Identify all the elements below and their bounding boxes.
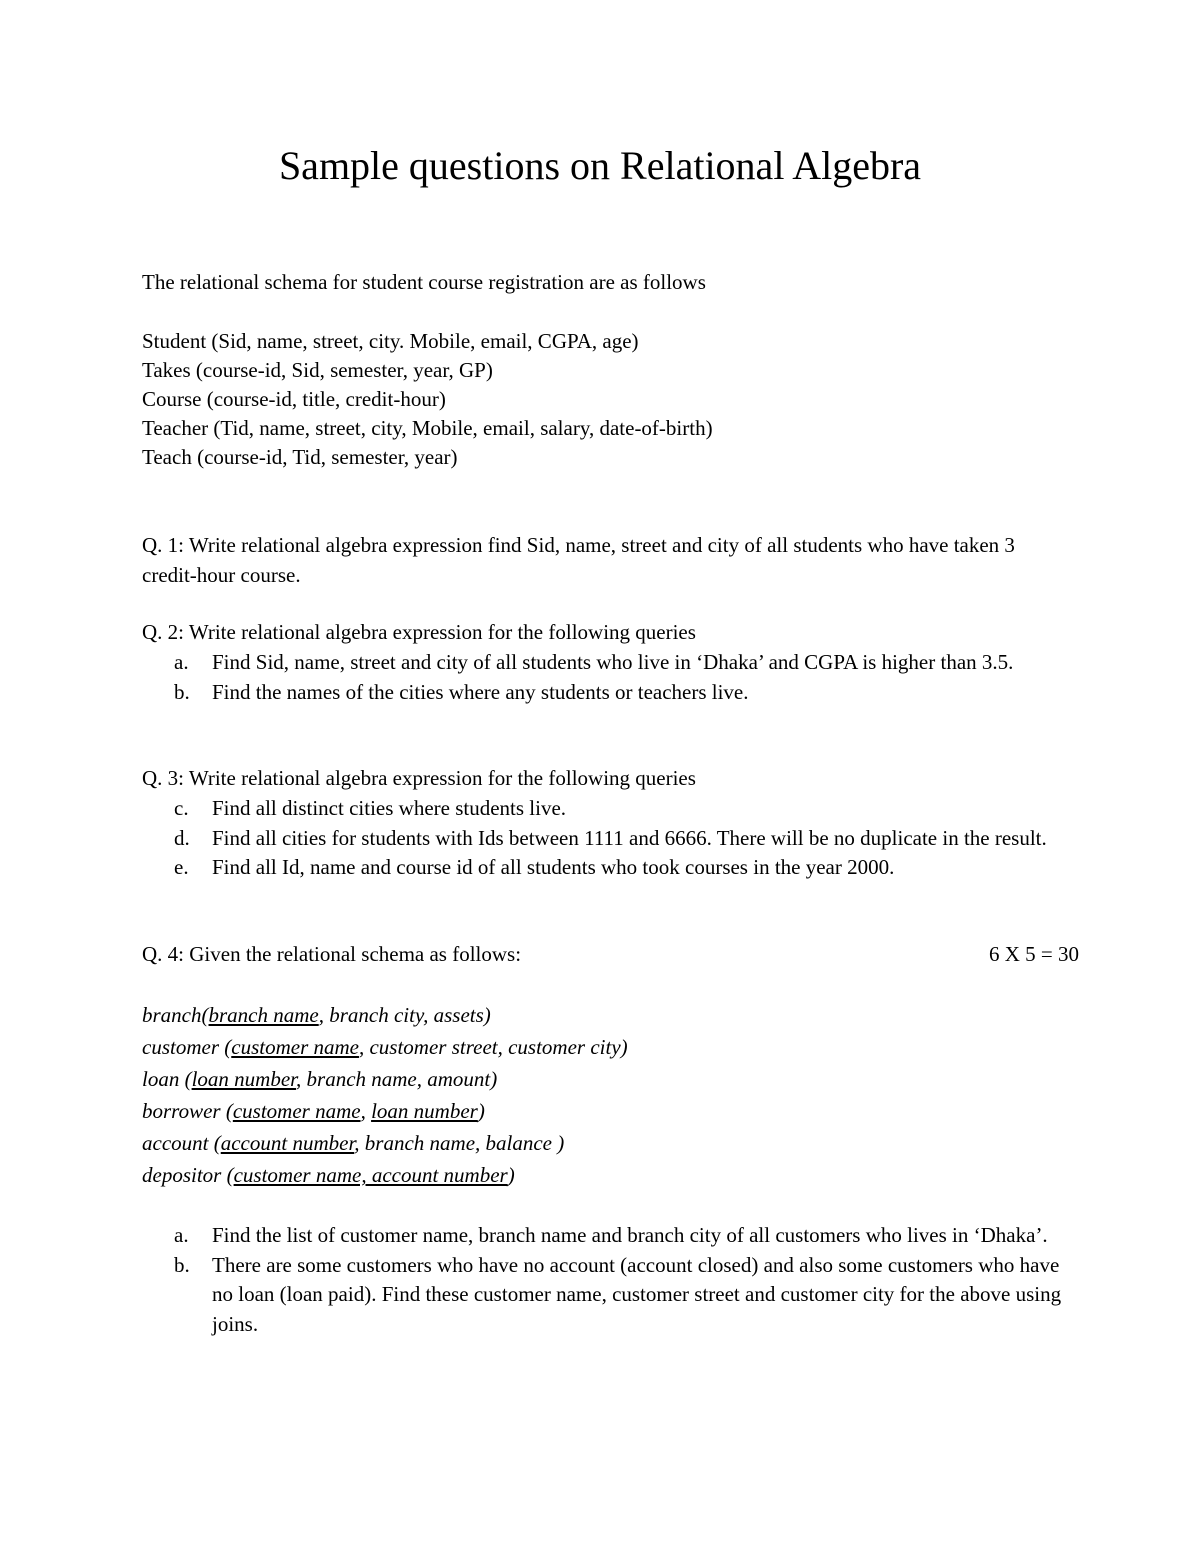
question-4: Q. 4: Given the relational schema as follows:: [142, 942, 522, 966]
schema-teach: Teach (course-id, Tid, semester, year): [142, 445, 458, 469]
relation-name: loan: [142, 1067, 180, 1091]
list-marker: b.: [174, 679, 190, 704]
schema-course: Course (course-id, title, credit-hour): [142, 387, 446, 411]
list-item-text: Find all distinct cities where students live.: [212, 796, 567, 820]
list-marker: e.: [174, 855, 189, 879]
relation-name: borrower: [142, 1099, 221, 1123]
question-4-row: [142, 940, 1142, 969]
relation-name: customer: [142, 1035, 219, 1059]
list-item-text: Find the names of the cities where any students or teachers live.: [212, 679, 749, 704]
schema-student: Student (Sid, name, street, city. Mobile, email, CGPA, age): [142, 329, 639, 353]
list-item: [142, 824, 1072, 854]
list-marker: d.: [174, 825, 190, 850]
question-3-list: [142, 794, 1072, 883]
question-4-list: [142, 1221, 1062, 1339]
relation-name: branch: [142, 1003, 202, 1027]
primary-key: customer name: [231, 1035, 359, 1059]
marks-label: 6 X 5 = 30: [989, 942, 1080, 966]
list-item-text: Find the list of customer name, branch name and branch city of all customers who lives in ‘Dhaka’.: [212, 1223, 1048, 1247]
primary-key: customer name: [232, 1099, 361, 1123]
relation-name: depositor: [142, 1163, 222, 1187]
list-item: [142, 648, 1042, 678]
list-item-text: There are some customers who have no account (account closed) and also some customers who have no loan (loan paid). Find these customer name, customer street and customer city for the above using joins.: [212, 1252, 1062, 1336]
page-title: Sample questions on Relational Algebra: [278, 143, 922, 188]
list-marker: b.: [174, 1252, 190, 1277]
primary-key: account number: [220, 1131, 355, 1155]
schema-depositor: depositor (customer name, account number): [142, 1163, 515, 1187]
schema-borrower: borrower (customer name, loan number): [142, 1099, 485, 1123]
primary-key: branch name: [208, 1003, 319, 1027]
primary-key: customer name, account number: [233, 1163, 508, 1187]
list-item: [142, 1251, 1062, 1340]
list-item: [142, 678, 1042, 708]
question-3: Q. 3: Write relational algebra expression for the following queries: [142, 766, 696, 790]
schema-branch: branch(branch name, branch city, assets): [142, 1003, 491, 1027]
primary-key: loan number: [191, 1067, 297, 1091]
list-item-text: Find Sid, name, street and city of all students who live in ‘Dhaka’ and CGPA is higher than 3.5.: [212, 650, 1014, 674]
schema-customer: customer (customer name, customer street, customer city): [142, 1035, 628, 1059]
schema-takes: Takes (course-id, Sid, semester, year, GP): [142, 358, 493, 382]
intro-text: The relational schema for student course registration are as follows: [142, 270, 706, 294]
list-item: [142, 794, 1072, 824]
list-marker: a.: [174, 650, 189, 674]
list-item: [142, 1221, 1062, 1251]
schema-teacher: Teacher (Tid, name, street, city, Mobile, email, salary, date-of-birth): [142, 416, 713, 440]
list-item: [142, 853, 1072, 883]
schema-account: account (account number, branch name, balance ): [142, 1131, 565, 1155]
question-1: Q. 1: Write relational algebra expression find Sid, name, street and city of all students who have taken 3 credit-hour course.: [142, 533, 1015, 587]
list-marker: a.: [174, 1223, 189, 1247]
list-marker: c.: [174, 796, 189, 820]
question-2-list: [142, 648, 1042, 707]
list-item-text: Find all cities for students with Ids between 1111 and 6666. There will be no duplicate in the result.: [212, 825, 1047, 850]
schema-loan: loan (loan number, branch name, amount): [142, 1067, 498, 1091]
primary-key: loan number: [371, 1099, 478, 1123]
question-2: Q. 2: Write relational algebra expression for the following queries: [142, 620, 696, 644]
relation-name: account: [142, 1131, 209, 1155]
list-item-text: Find all Id, name and course id of all students who took courses in the year 2000.: [212, 855, 895, 879]
